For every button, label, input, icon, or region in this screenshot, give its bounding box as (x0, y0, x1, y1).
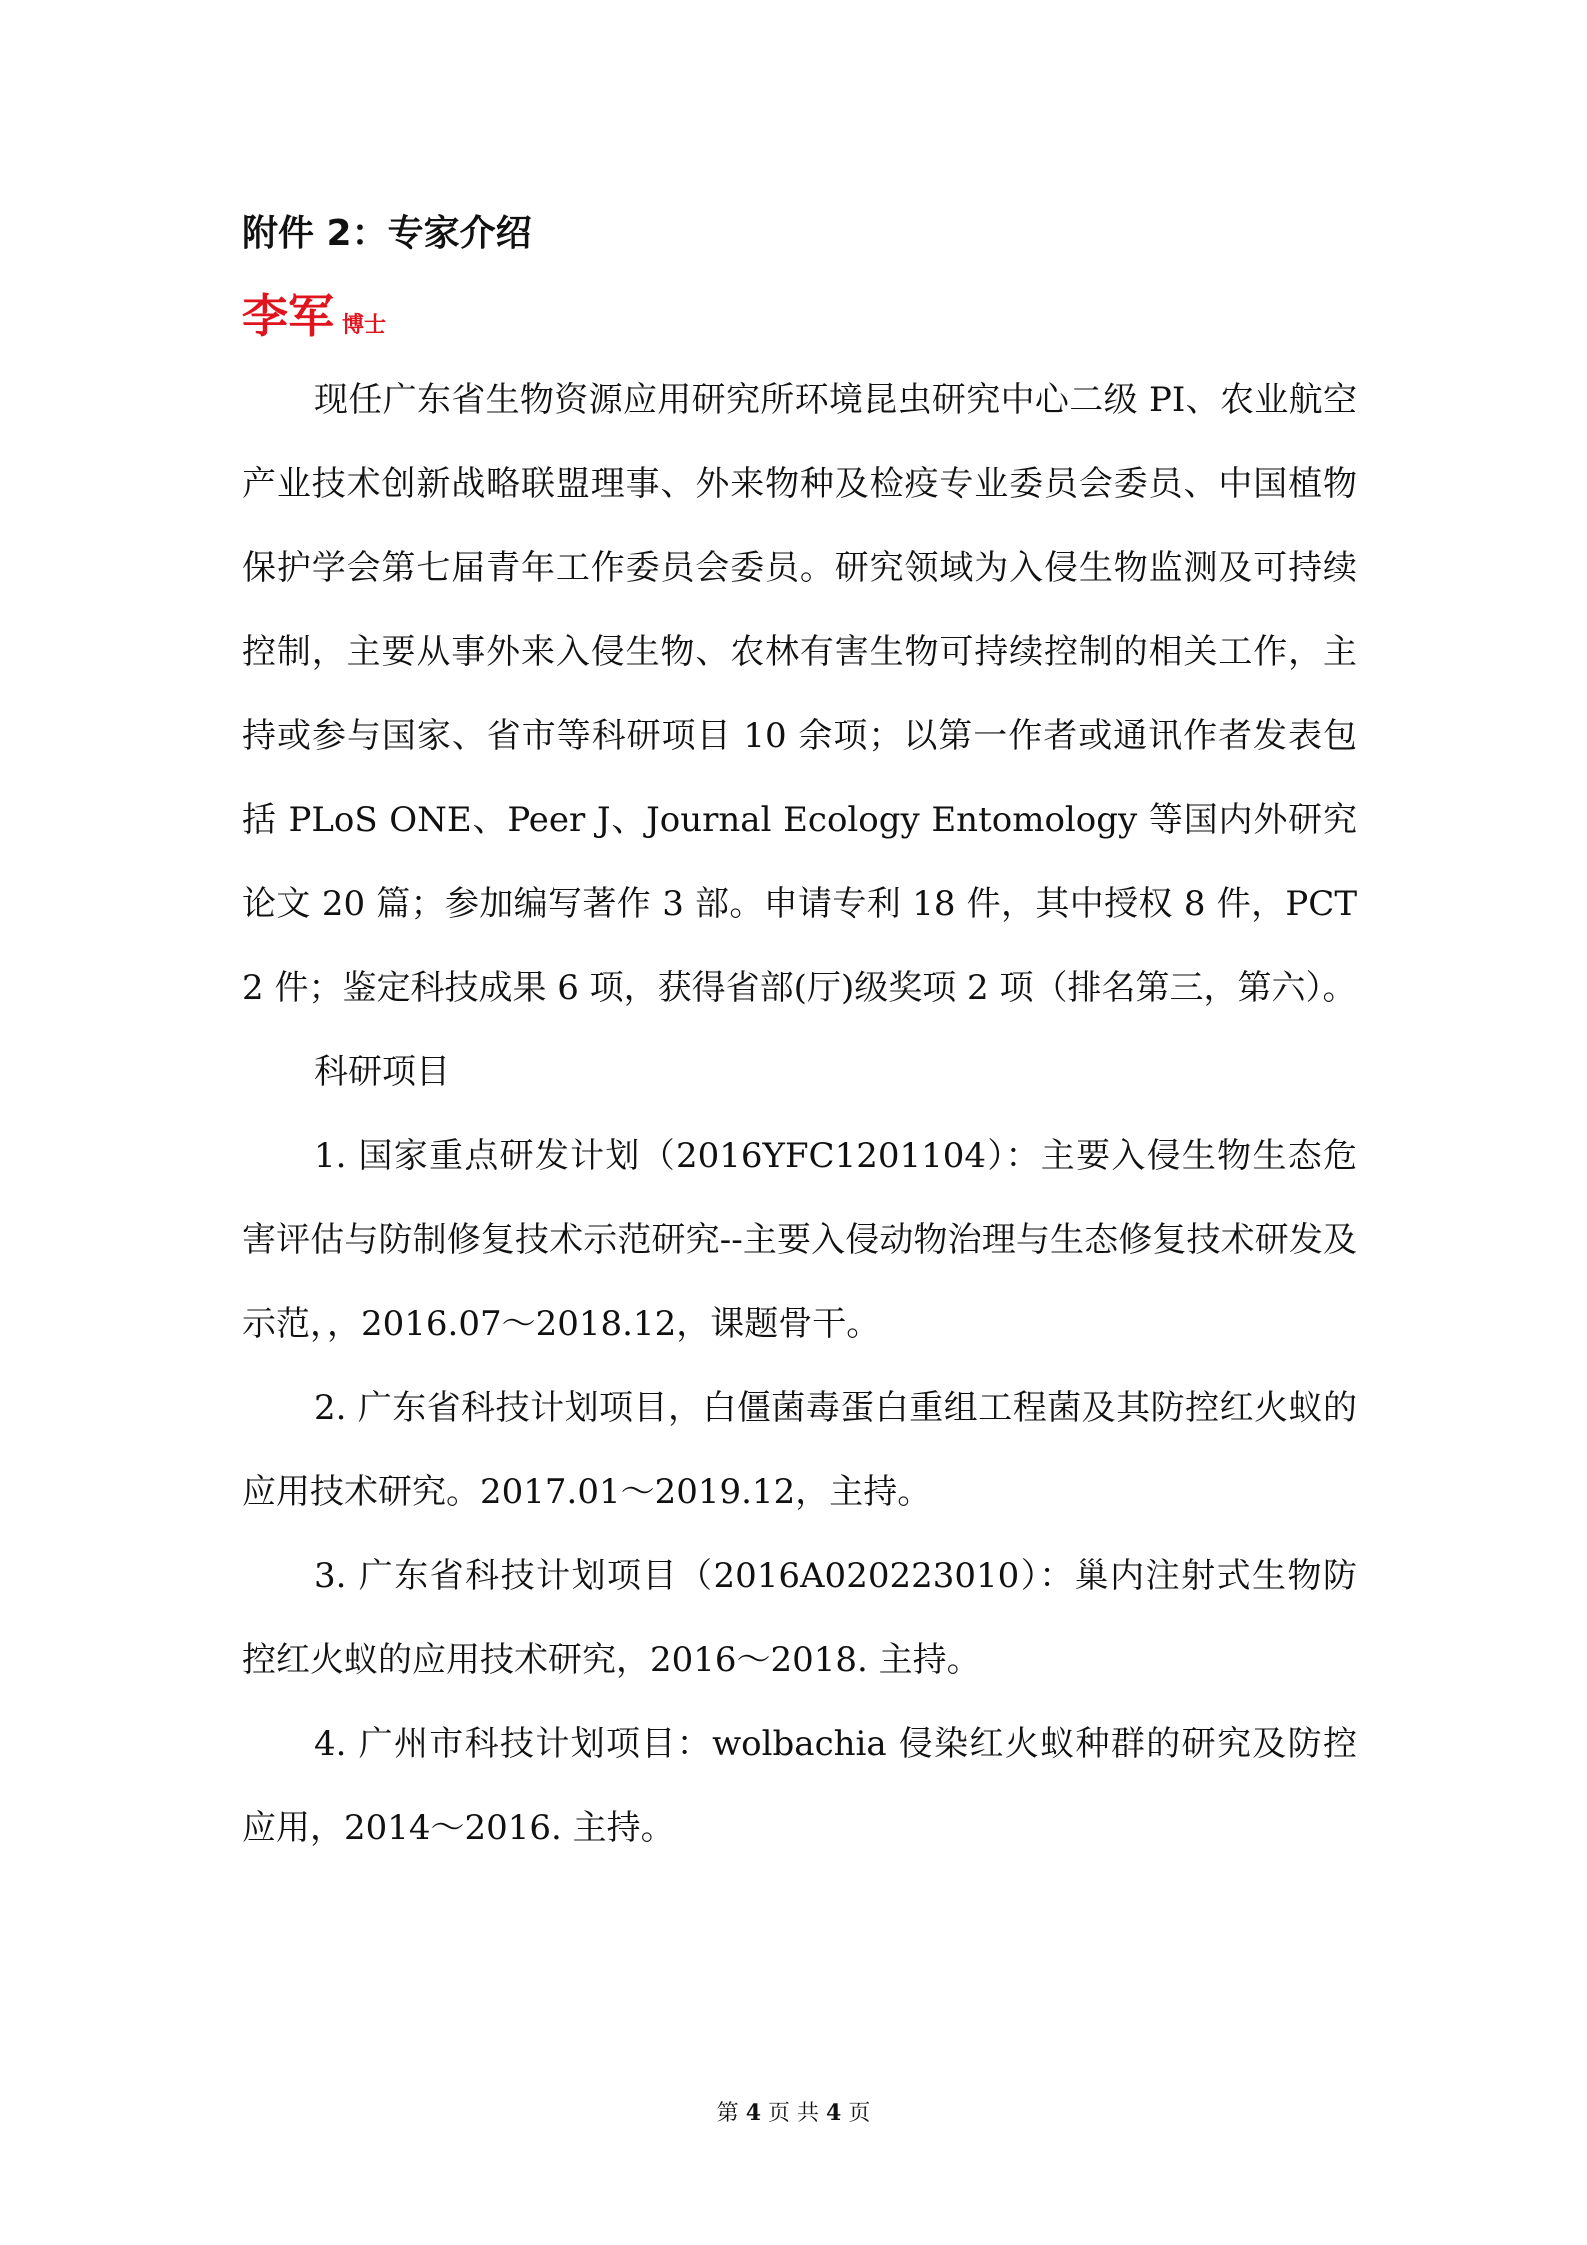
expert-bio: 现任广东省生物资源应用研究所环境昆虫研究中心二级 PI、农业航空产业技术创新战略联盟理事、外来物种及检疫专业委员会委员、中国植物保护学会第七届青年工作委员会委员。研究领域为入侵生物监测及可持续控制，主要从事外来入侵生物、农林有害生物可持续控制的相关工作，主持或参与国家、省市等科研项目 10 余项；以第一作者或通讯作者发表包括 PLoS ONE、Peer J、Journal Ecology Entomology 等国内外研究论文 20 篇；参加编写著作 3 部。申请专利 18 件，其中授权 8 件，PCT 2 件；鉴定科技成果 6 项，获得省部(厅)级奖项 2 项（排名第三，第六）。 (242, 380, 1357, 1008)
expert-title: 博士 (342, 313, 387, 338)
project-item-3: 3. 广东省科技计划项目（2016A020223010）：巢内注射式生物防控红火蚁的应用技术研究，2016～2018. 主持。 (242, 1556, 1357, 1680)
footer-suffix: 页 (848, 2101, 871, 2126)
footer-page-number: 4 (745, 2100, 761, 2126)
projects-section-title: 科研项目 (314, 1052, 450, 1092)
footer-prefix: 第 (716, 2101, 739, 2126)
page-footer (0, 2098, 1587, 2129)
project-item-2: 2. 广东省科技计划项目，白僵菌毒蛋白重组工程菌及其防控红火蚁的应用技术研究。2017.01～2019.12，主持。 (242, 1388, 1357, 1512)
expert-name: 李军 (242, 289, 334, 343)
footer-total-pages: 4 (826, 2100, 842, 2126)
project-item-4: 4. 广州市科技计划项目：wolbachia 侵染红火蚁种群的研究及防控应用，2014～2016. 主持。 (242, 1724, 1357, 1848)
footer-middle: 页 共 (768, 2101, 819, 2126)
project-item-1: 1. 国家重点研发计划（2016YFC1201104）：主要入侵生物生态危害评估与防制修复技术示范研究--主要入侵动物治理与生态修复技术研发及示范，，2016.07～2018.12，课题骨干。 (242, 1136, 1357, 1344)
document-body (242, 200, 1357, 1870)
expert-header (242, 280, 1357, 352)
attachment-heading: 附件 2：专家介绍 (242, 213, 532, 254)
